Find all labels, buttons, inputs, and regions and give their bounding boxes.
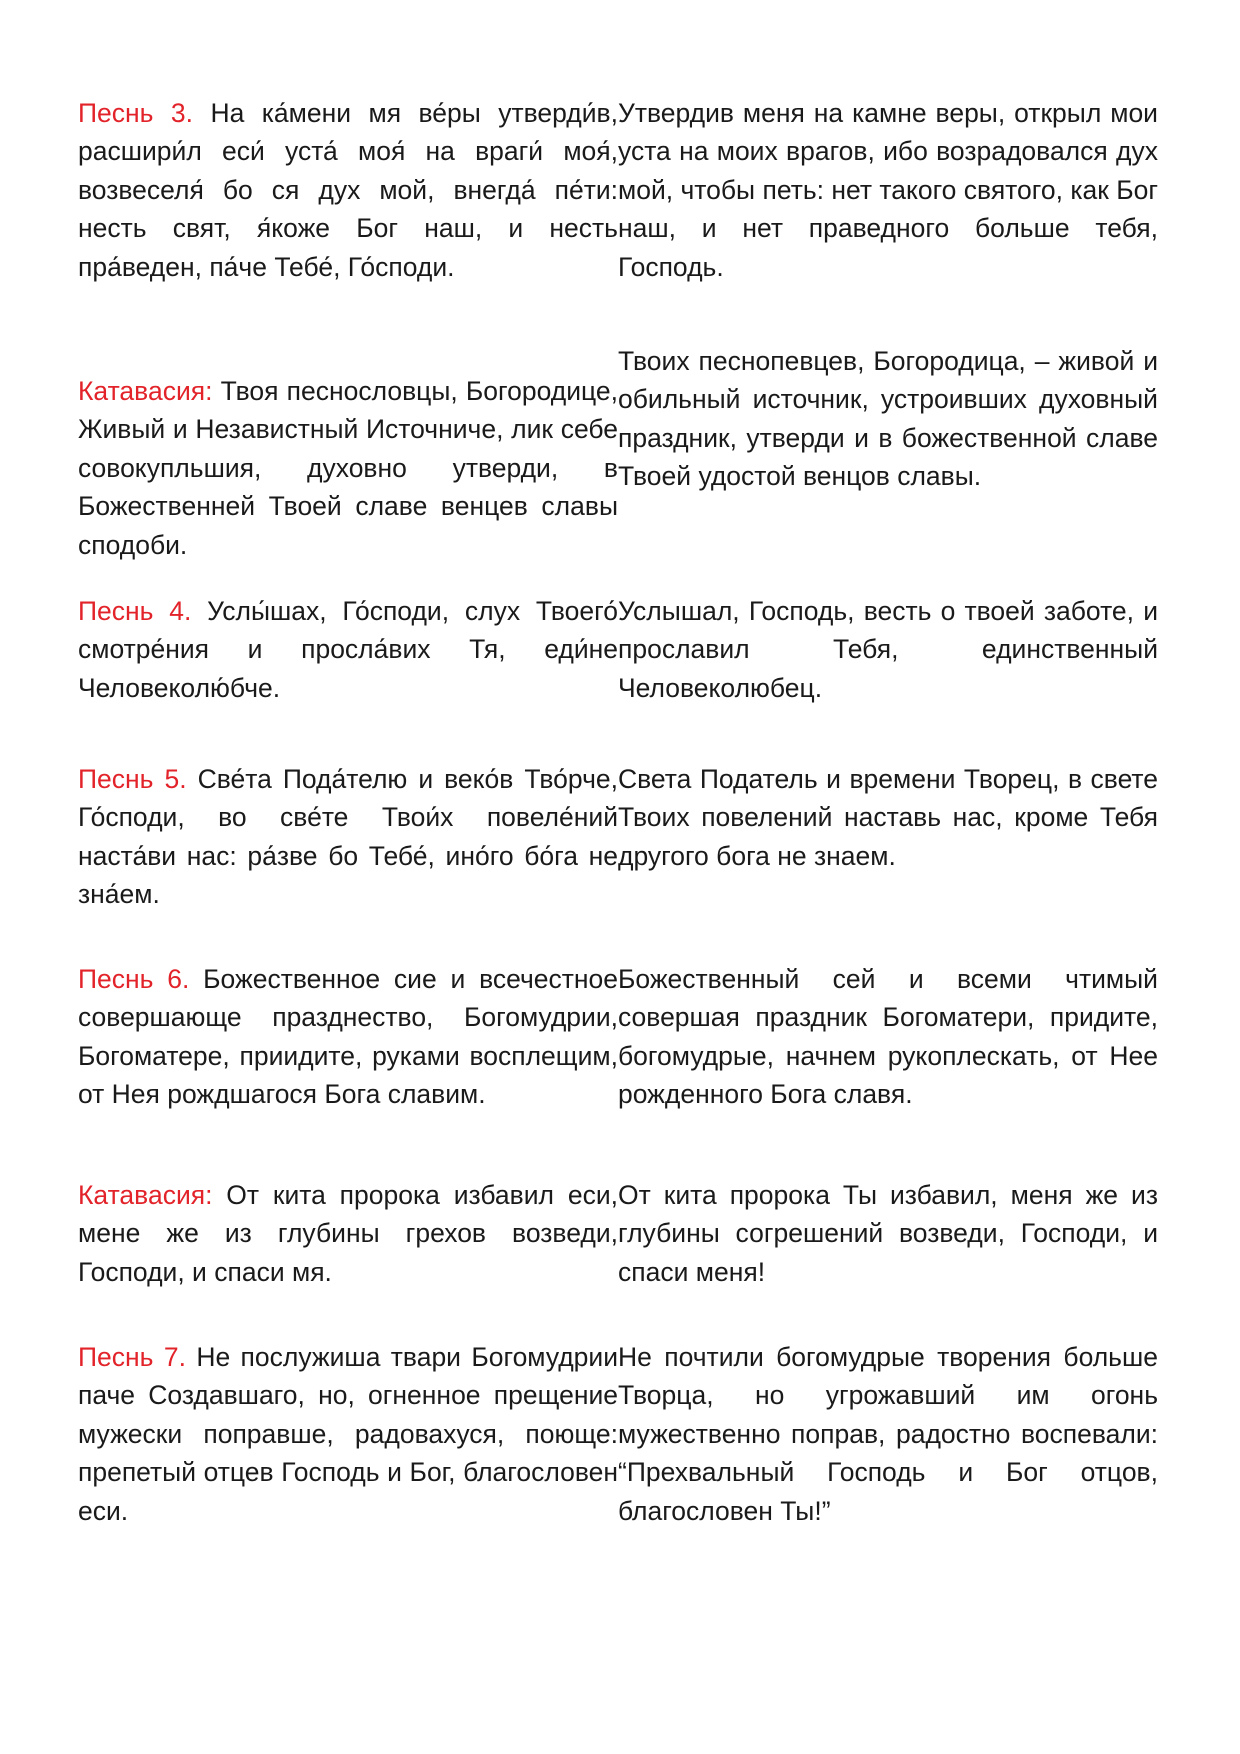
section-label: Катавасия: — [78, 376, 213, 406]
russian-translation: От кита пророка Ты избавил, меня же из глубины согрешений возведи, Господи, и спаси меня! — [618, 1180, 1158, 1287]
church-slavonic-text — [78, 760, 618, 960]
section-katavasia-6 — [78, 1176, 1158, 1338]
section-label: Песнь 3. — [78, 98, 194, 128]
church-slavonic-body: Не послужиша твари Богомудрии паче Создавшаго, но, огненное прещение мужески поправше, радовахуся, поюще: препетый отцев Господь и Бог, благословен еси. — [78, 1342, 618, 1526]
church-slavonic-text — [78, 1338, 618, 1538]
russian-translation: Услышал, Господь, весть о твоей заботе, и прославил Тебя, единственный Человеколюбец. — [618, 596, 1158, 703]
section-label: Катавасия: — [78, 1180, 213, 1210]
section-ode-6 — [78, 960, 1158, 1176]
section-ode-5 — [78, 760, 1158, 960]
section-label: Песнь 7. — [78, 1342, 186, 1372]
church-slavonic-body: Божественное сие и всечестное совершающе празднество, Богомудрии, Богоматере, приидите, руками восплещим, от Нея рождшагося Бога славим. — [78, 964, 618, 1110]
section-label: Песнь 6. — [78, 964, 190, 994]
section-ode-4 — [78, 592, 1158, 760]
church-slavonic-body: Твоя песнословцы, Богородице, Живый и Независтный Источниче, лик себе совокупльшия, духовно утверди, в Божественней Твоей славе венцев славы сподоби. — [78, 376, 618, 560]
church-slavonic-body: От кита пророка избавил еси, мене же из глубины грехов возведи, Господи, и спаси мя. — [78, 1180, 618, 1287]
church-slavonic-body: Све́та Пода́телю и веко́в Тво́рче, Го́споди, во све́те Твои́х повеле́ний наста́ви нас: ра́зве бо Тебе́, ино́го бо́га не зна́ем. — [78, 764, 618, 910]
russian-translation: Не почтили богомудрые творения больше Творца, но угрожавший им огонь мужественно поправ, радостно воспевали: “Прехвальный Господь и Бог отцов, благословен Ты!” — [618, 1342, 1158, 1526]
church-slavonic-text — [78, 960, 618, 1176]
russian-translation: Света Податель и времени Творец, в свете Твоих повелений наставь нас, кроме Тебя другого бога не знаем. — [618, 764, 1158, 871]
text-columns — [78, 94, 1158, 1538]
russian-translation: Утвердив меня на камне веры, открыл мои уста на моих врагов, ибо возрадовался дух мой, чтобы петь: нет такого святого, как Бог наш, и нет праведного больше тебя, Господь. — [618, 98, 1158, 282]
russian-translation: Божественный сей и всеми чтимый совершая праздник Богоматери, придите, богомудрые, начнем рукоплескать, от Нее рожденного Бога славя. — [618, 964, 1158, 1110]
section-katavasia-3 — [78, 342, 1158, 592]
church-slavonic-body: На ка́мени мя ве́ры утверди́в, расшири́л еси́ уста́ моя́ на враги́ моя́, возвеселя́ бо ся дух мой, внегда́ пе́ти: несть свят, я́коже Бог наш, и несть пра́веден, па́че Тебе́, Го́споди. — [78, 98, 618, 282]
church-slavonic-text — [78, 372, 618, 592]
church-slavonic-text — [78, 592, 618, 760]
section-ode-3 — [78, 94, 1158, 342]
section-label: Песнь 5. — [78, 764, 187, 794]
church-slavonic-text — [78, 94, 618, 342]
russian-translation: Твоих песнопевцев, Богородица, – живой и обильный источник, устроивших духовный праздник, утверди и в божественной славе Твоей удостой венцов славы. — [618, 346, 1158, 492]
section-ode-7 — [78, 1338, 1158, 1538]
church-slavonic-body: Услы́шах, Го́споди, слух Твоего́ смотре́ния и просла́вих Тя, еди́не Человеколю́бче. — [78, 596, 618, 703]
church-slavonic-text — [78, 1176, 618, 1338]
section-label: Песнь 4. — [78, 596, 192, 626]
